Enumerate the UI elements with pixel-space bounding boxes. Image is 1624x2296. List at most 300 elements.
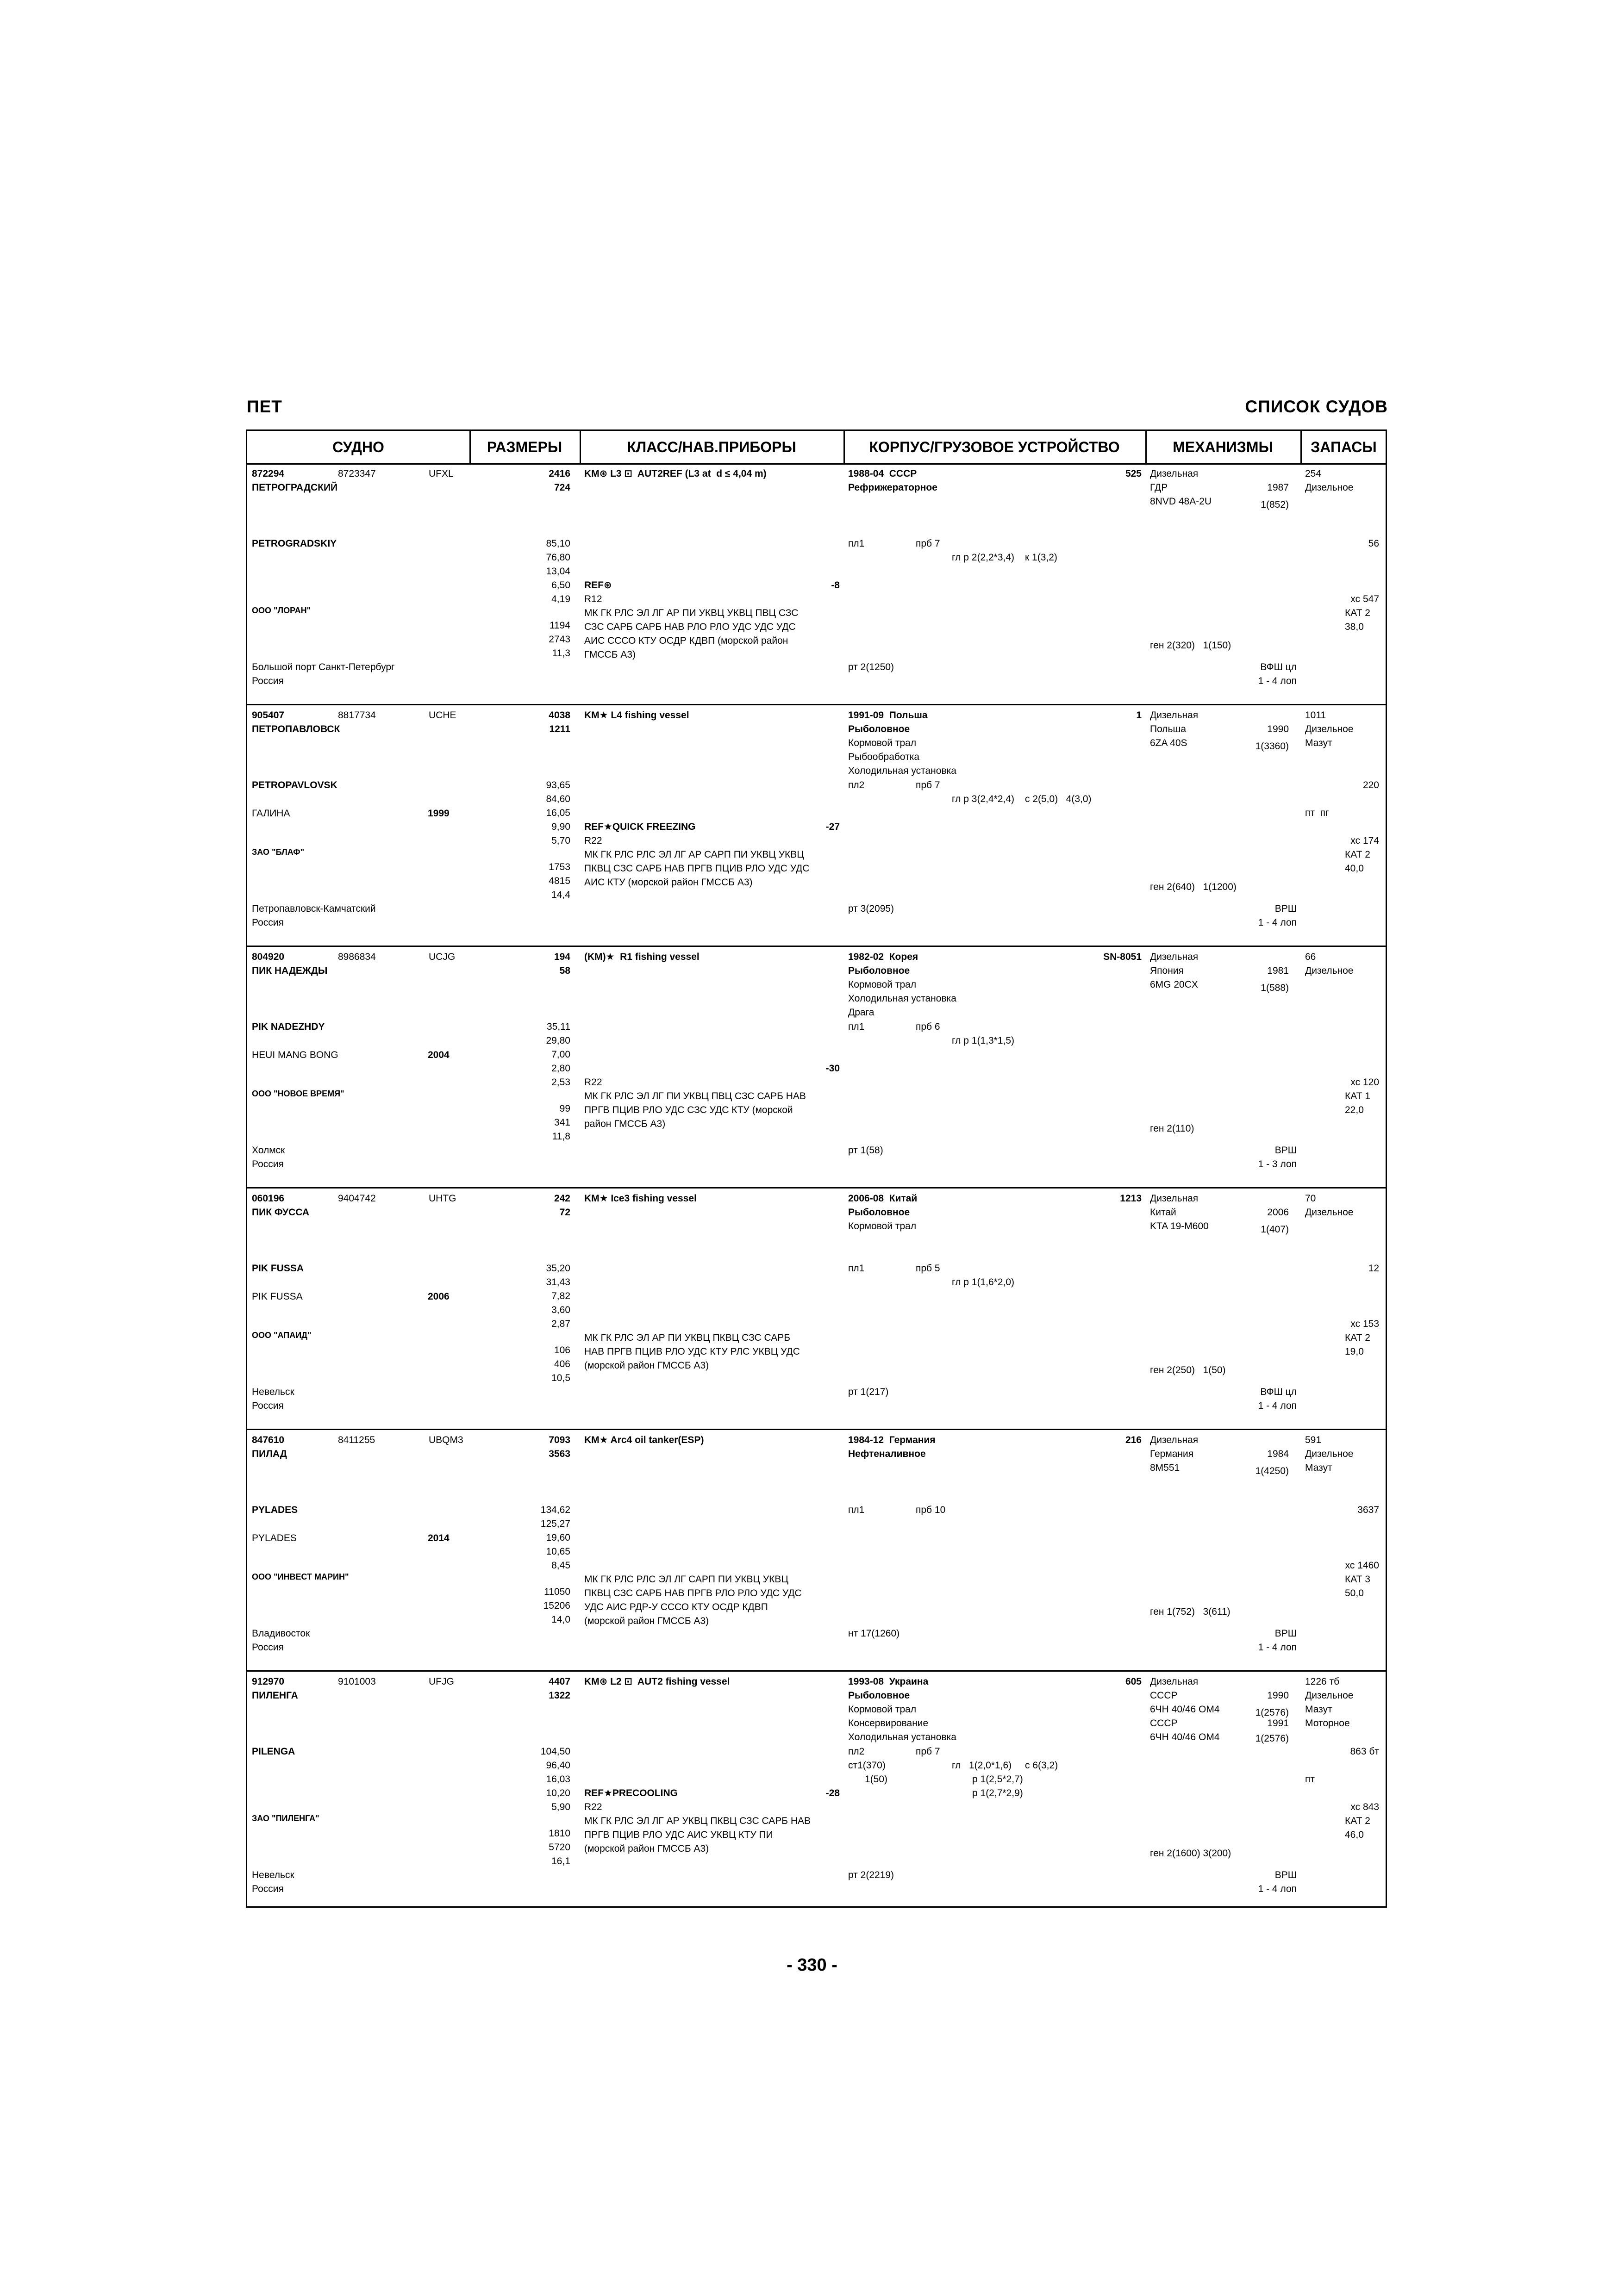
autonomy: 19,0 [1345,1346,1364,1357]
engine-year: 1990 [1267,724,1289,734]
engine-power: 1(588) [1261,983,1289,993]
nav-instruments-1: МК ГК РЛС РЛС ЭЛ ЛГ САРП ПИ УКВЦ УКВЦ [584,1574,788,1585]
bulkheads: прб 7 [916,780,940,790]
hull-type: Рыболовное [848,724,910,734]
hatches: гл р 1(1,6*2,0) [952,1277,1015,1288]
column-header-machinery: МЕХАНИЗМЫ [1173,439,1273,455]
nav-instruments-2: ПРГВ ПЦИВ РЛО УДС СЗС УДС КТУ (морской [584,1105,793,1115]
former-name: HEUI MANG BONG [252,1050,338,1060]
hull-type: Рефрижераторное [848,482,937,493]
category: КАТ 2 [1345,1332,1370,1343]
column-header-dimensions: РАЗМЕРЫ [487,439,562,455]
former-name-year: 2004 [428,1050,450,1060]
hull-number: 525 [1125,468,1142,479]
engine-power-2: 1(2576) [1255,1733,1289,1744]
net-tonnage: 3563 [549,1449,570,1459]
nav-instruments-3: район ГМССБ А3) [584,1119,666,1129]
refrigeration-temperature: -8 [831,580,840,591]
fuel-kind: Дизельное [1305,1690,1354,1701]
draught: 2,87 [551,1319,570,1329]
build-date-country: 1988-04 СССР [848,468,917,479]
ship-owner: ЗАО "ПИЛЕНГА" [252,1814,319,1823]
propeller-blades: 1 - 4 лоп [1258,676,1297,686]
engine-power: 1(4250) [1255,1466,1289,1476]
engine-type: Дизельная [1150,468,1199,479]
ship-name: ПИК НАДЕЖДЫ [252,965,328,976]
cargo-tanks: рт 2(1250) [848,662,894,672]
fuel-kind: Дизельное [1305,1207,1354,1218]
fuel-amount: 1226 тб [1305,1676,1340,1687]
cargo-tanks: рт 1(58) [848,1145,883,1156]
ship-owner: ООО "НОВОЕ ВРЕМЯ" [252,1089,344,1098]
engine-country: Япония [1150,965,1184,976]
autonomy: 22,0 [1345,1105,1364,1115]
decks: пл2 [848,780,865,790]
category: КАТ 3 [1345,1574,1370,1585]
refrigerant: R22 [584,835,602,846]
bulkheads: прб 5 [916,1263,940,1274]
home-port: Невельск [252,1870,294,1880]
ship-latin-name: PIK NADEZHDY [252,1021,325,1032]
nav-instruments-1: МК ГК РЛС ЭЛ ЛГ АР ПИ УКВЦ УКВЦ ПВЦ СЗС [584,608,799,618]
hull-feature: Холодильная установка [848,1732,956,1742]
gross-tonnage: 7093 [549,1435,570,1445]
imo-number: 8986834 [338,952,376,962]
ship-name: ПЕТРОПАВЛОВСК [252,724,340,734]
fuel-amount: 1011 [1305,710,1326,721]
hull-feature: Кормовой трал [848,1221,917,1232]
refrigerant: R22 [584,1802,602,1812]
hatches: гл р 3(2,4*2,4) [952,794,1015,804]
home-port: Невельск [252,1387,294,1397]
nav-instruments-1: МК ГК РЛС ЭЛ АР ПИ УКВЦ ПКВЦ СЗС САРБ [584,1332,791,1343]
draught: 4,19 [551,594,570,604]
propeller-blades: 1 - 4 лоп [1258,917,1297,928]
fish-hold-capacity: хс 843 [1350,1802,1379,1812]
hull-type: Рыболовное [848,1207,910,1218]
former-name-year: 1999 [428,808,450,819]
propeller-type: ВРШ [1274,1870,1297,1880]
home-port: Петропавловск-Камчатский [252,903,376,914]
hull-extra: ст1(370) [848,1760,886,1771]
engine-year: 2006 [1267,1207,1289,1218]
nav-instruments-2: ПРГВ ПЦИВ РЛО УДС АИС УКВЦ КТУ ПИ [584,1829,773,1840]
water-reserve: 863 бт [1350,1746,1379,1757]
category: КАТ 2 [1345,1816,1370,1826]
breadth: 13,04 [546,566,570,577]
hull-number: 216 [1125,1435,1142,1445]
propeller-blades: 1 - 4 лоп [1258,1642,1297,1653]
speed: 11,8 [552,1131,570,1142]
refrigeration-temperature: -28 [825,1788,840,1798]
breadth: 16,03 [546,1774,570,1785]
build-date-country: 2006-08 Китай [848,1193,918,1204]
former-name: PIK FUSSA [252,1291,303,1302]
hull-type: Нефтеналивное [848,1449,926,1459]
draught: 5,70 [551,835,570,846]
ship-latin-name: PILENGA [252,1746,295,1757]
deadweight: 5720 [549,1842,570,1853]
fuel-amount: 66 [1305,952,1316,962]
nav-instruments-4: ГМССБ А3) [584,649,636,660]
propeller-blades: 1 - 4 лоп [1258,1400,1297,1411]
engine-power: 1(3360) [1255,741,1289,752]
registry-number: 847610 [252,1435,285,1445]
ship-record [247,948,1386,1188]
speed: 16,1 [551,1856,570,1867]
decks: пл1 [848,1021,865,1032]
class-notation: KM★ L4 fishing vessel [584,710,689,721]
length-between: 76,80 [546,552,570,563]
hull-type: Рыболовное [848,1690,910,1701]
build-date-country: 1984-12 Германия [848,1435,936,1445]
ships-table [246,429,1387,1908]
water-reserve: 56 [1368,538,1379,549]
refrigeration-temperature: -27 [825,821,840,832]
imo-number: 9404742 [338,1193,376,1204]
flag-country: Россия [252,1884,284,1894]
ship-name: ПИК ФУССА [252,1207,310,1218]
generators: ген 1(752) 3(611) [1150,1606,1230,1617]
fuel-kind-2: Мазут [1305,738,1332,748]
fish-hold-capacity: хс 153 [1350,1319,1379,1329]
speed: 11,3 [552,648,570,659]
hull-type: Рыболовное [848,965,910,976]
length-between: 125,27 [540,1518,570,1529]
engine-model: 8NVD 48A-2U [1150,496,1212,507]
reserve-extra: пт [1305,1774,1315,1785]
generators: ген 2(320) 1(150) [1150,640,1231,651]
refrigeration-notation: REF⊛ [584,580,612,591]
gross-tonnage: 4407 [549,1676,570,1687]
registry-number: 060196 [252,1193,285,1204]
draught: 2,53 [551,1077,570,1088]
engine-year: 1990 [1267,1690,1289,1701]
net-tonnage: 724 [554,482,570,493]
propeller-type: ВФШ цл [1260,1387,1297,1397]
imo-number: 8817734 [338,710,376,721]
cargo-tanks: рт 1(217) [848,1387,889,1397]
call-sign: UCJG [429,952,456,962]
speed: 10,5 [551,1373,570,1383]
draught: 5,90 [551,1802,570,1812]
fuel-amount: 70 [1305,1193,1316,1204]
engine-type: Дизельная [1150,952,1199,962]
ship-name: ПЕТРОГРАДСКИЙ [252,482,338,493]
nav-instruments-3: УДС АИС РДР-У СССО КТУ ОСДР КДВП [584,1602,768,1612]
fuel-kind-3: Моторное [1305,1718,1350,1729]
cargo-tanks: рт 3(2095) [848,903,894,914]
gross-tonnage: 242 [554,1193,570,1204]
nav-instruments-1: МК ГК РЛС ЭЛ ЛГ АР УКВЦ ПКВЦ СЗС САРБ НАВ [584,1816,811,1826]
column-header-reserves: ЗАПАСЫ [1311,439,1377,455]
propeller-type: ВРШ [1274,1145,1297,1156]
engine-power: 1(2576) [1255,1707,1289,1718]
engine-type: Дизельная [1150,1435,1199,1445]
length-overall: 134,62 [540,1505,570,1515]
fish-hold-capacity: хс 547 [1350,594,1379,604]
fuel-kind: Дизельное [1305,1449,1354,1459]
home-port: Владивосток [252,1628,310,1639]
generators: ген 2(110) [1150,1123,1194,1134]
flag-country: Россия [252,1642,284,1653]
nav-instruments-3: АИС СССО КТУ ОСДР КДВП (морской район [584,635,788,646]
hull-feature: Кормовой трал [848,738,917,748]
cargo-tanks: рт 2(2219) [848,1870,894,1880]
ship-record [247,1431,1386,1672]
autonomy: 50,0 [1345,1588,1364,1599]
fuel-amount: 254 [1305,468,1322,479]
length-between: 29,80 [546,1035,570,1046]
length-overall: 93,65 [546,780,570,790]
engine-type: Дизельная [1150,1193,1199,1204]
cargo-capacity: 106 [554,1345,570,1356]
refrigeration-notation: REF★QUICK FREEZING [584,821,696,832]
deadweight: 4815 [549,876,570,886]
column-header-ship: СУДНО [332,439,384,455]
gross-tonnage: 4038 [549,710,570,721]
hull-feature: Консервирование [848,1718,929,1729]
hull-feature: Рыбообработка [848,752,920,762]
ship-latin-name: PYLADES [252,1505,298,1515]
column-header-class: КЛАСС/НАВ.ПРИБОРЫ [627,439,796,455]
fuel-kind: Дизельное [1305,965,1354,976]
depth: 3,60 [551,1305,570,1315]
flag-country: Россия [252,1159,284,1170]
flag-country: Россия [252,676,284,686]
generators: ген 2(250) 1(50) [1150,1365,1226,1375]
fuel-kind: Дизельное [1305,724,1354,734]
ship-owner: ООО "АПАИД" [252,1331,312,1340]
autonomy: 38,0 [1345,622,1364,632]
engine-model-2: 6ЧН 40/46 ОМ4 [1150,1732,1220,1742]
bulkheads: прб 7 [916,1746,940,1757]
registry-number: 905407 [252,710,285,721]
engine-model: 8M551 [1150,1462,1180,1473]
propeller-type: ВРШ [1274,903,1297,914]
ship-record [247,465,1386,705]
fish-hold-capacity: хс 174 [1350,835,1379,846]
ship-record [247,706,1386,947]
class-notation: (KM)★ R1 fishing vessel [584,952,700,962]
engine-type: Дизельная [1150,1676,1199,1687]
propeller-blades: 1 - 4 лоп [1258,1884,1297,1894]
breadth: 7,82 [551,1291,570,1301]
reserve-extra: пт пг [1305,808,1329,818]
net-tonnage: 1322 [549,1690,570,1701]
former-name: PYLADES [252,1533,297,1543]
fuel-amount: 591 [1305,1435,1322,1445]
nav-instruments-3: (морской район ГМССБ А3) [584,1360,709,1371]
decks: пл2 [848,1746,865,1757]
fuel-kind-2: Мазут [1305,1462,1332,1473]
hatches: гл р 2(2,2*3,4) [952,552,1015,563]
bulkheads: прб 10 [916,1505,946,1515]
hull-feature: Драга [848,1007,874,1018]
fish-hold-capacity: хс 120 [1350,1077,1379,1088]
refrigeration-notation: REF★PRECOOLING [584,1788,678,1798]
category: КАТ 2 [1345,849,1370,860]
hull-feature: Холодильная установка [848,765,956,776]
engine-model: 6ZA 40S [1150,738,1187,748]
class-notation: KM★ Ice3 fishing vessel [584,1193,697,1204]
ship-latin-name: PETROPAVLOVSK [252,780,337,790]
cargo-capacity: 1810 [549,1828,570,1839]
call-sign: UHTG [429,1193,456,1204]
call-sign: UCHE [429,710,456,721]
build-date-country: 1982-02 Корея [848,952,918,962]
breadth: 19,60 [546,1532,570,1543]
depth: 10,20 [546,1788,570,1798]
propeller-blades: 1 - 3 лоп [1258,1159,1297,1170]
propeller-type: ВРШ [1274,1628,1297,1639]
decks: пл1 [848,1505,865,1515]
page-number: - 330 - [787,1955,837,1975]
engine-year-2: 1991 [1267,1718,1289,1729]
ship-latin-name: PETROGRADSKIY [252,538,337,549]
engine-country: ГДР [1150,482,1168,493]
cargo-gear: с 2(5,0) 4(3,0) [1025,794,1092,804]
class-notation: KM★ Arc4 oil tanker(ESP) [584,1435,704,1445]
water-reserve: 220 [1362,780,1379,790]
flag-country: Россия [252,917,284,928]
gross-tonnage: 194 [554,952,570,962]
breadth: 16,05 [546,808,570,818]
nav-instruments-3: АИС КТУ (морской район ГМССБ А3) [584,877,753,888]
hull-feature: Кормовой трал [848,979,917,990]
length-between: 96,40 [546,1760,570,1771]
depth: 2,80 [551,1063,570,1074]
cargo-gear: к 1(3,2) [1025,552,1057,563]
engine-year: 1987 [1267,482,1289,493]
bulkheads: прб 7 [916,538,940,549]
decks: пл1 [848,1263,865,1274]
former-name-year: 2006 [428,1291,450,1302]
hatches: гл 1(2,0*1,6) [952,1760,1012,1771]
class-notation: KM⊛ L3 ⊡ AUT2REF (L3 at d ≤ 4,04 m) [584,468,767,479]
registry-number: 872294 [252,468,285,479]
ship-record [247,1673,1386,1913]
water-reserve: 12 [1368,1263,1379,1274]
net-tonnage: 72 [559,1207,570,1218]
hull-feature: Холодильная установка [848,993,956,1004]
cargo-tanks: нт 17(1260) [848,1628,900,1639]
ship-name: ПИЛЕНГА [252,1690,298,1701]
engine-model: KTA 19-M600 [1150,1221,1209,1232]
ship-name: ПИЛАД [252,1449,287,1459]
nav-instruments-2: ПКВЦ СЗС САРБ НАВ ПРГВ РЛО РЛО УДС УДС [584,1588,802,1599]
net-tonnage: 1211 [549,724,570,734]
ship-record [247,1189,1386,1430]
propeller-type: ВФШ цл [1260,662,1297,672]
ship-owner: ООО "ИНВЕСТ МАРИН" [252,1572,349,1581]
imo-number: 8411255 [338,1435,375,1445]
engine-model: 6ЧН 40/46 ОМ4 [1150,1704,1220,1715]
fuel-kind: Дизельное [1305,482,1354,493]
engine-year: 1984 [1267,1449,1289,1459]
hull-number: 1213 [1120,1193,1142,1204]
ship-owner: ЗАО "БЛАФ" [252,847,305,857]
gross-tonnage: 2416 [549,468,570,479]
hatches-3: р 1(2,7*2,9) [972,1788,1023,1798]
engine-country: Польша [1150,724,1187,734]
autonomy: 40,0 [1345,863,1364,874]
cargo-capacity: 1753 [549,862,570,872]
speed: 14,4 [551,890,570,900]
page-header-left: ПЕТ [247,397,282,416]
engine-country: Германия [1150,1449,1194,1459]
nav-instruments-4: (морской район ГМССБ А3) [584,1616,709,1626]
call-sign: UFXL [429,468,454,479]
ship-latin-name: PIK FUSSA [252,1263,304,1274]
refrigerant: R22 [584,1077,602,1088]
engine-power: 1(407) [1261,1224,1289,1235]
category: КАТ 1 [1345,1091,1370,1101]
imo-number: 9101003 [338,1676,376,1687]
cargo-gear: с 6(3,2) [1025,1760,1058,1771]
draught: 8,45 [551,1560,570,1571]
engine-power: 1(852) [1261,499,1289,510]
speed: 14,0 [551,1614,570,1625]
refrigeration-temperature: -30 [825,1063,840,1074]
nav-instruments-2: ПКВЦ СЗС САРБ НАВ ПРГВ ПЦИВ РЛО УДС УДС [584,863,810,874]
depth: 9,90 [551,821,570,832]
deadweight: 341 [554,1117,570,1128]
nav-instruments-1: МК ГК РЛС РЛС ЭЛ ЛГ АР САРП ПИ УКВЦ УКВЦ [584,849,804,860]
bulkheads: прб 6 [916,1021,940,1032]
hull-number: SN-8051 [1103,952,1142,962]
length-overall: 35,11 [547,1021,570,1032]
cargo-capacity: 11050 [544,1587,570,1597]
generators: ген 2(1600) 3(200) [1150,1848,1231,1859]
engine-model: 6MG 20CX [1150,979,1198,990]
length-overall: 104,50 [540,1746,570,1757]
depth: 10,65 [546,1546,570,1557]
column-header-row [247,431,1386,465]
nav-instruments-2: СЗС САРБ САРБ НАВ РЛО РЛО УДС УДС УДС [584,622,796,632]
nav-instruments-1: МК ГК РЛС ЭЛ ЛГ ПИ УКВЦ ПВЦ СЗС САРБ НАВ [584,1091,806,1101]
engine-country: Китай [1150,1207,1176,1218]
fish-hold-capacity: хс 1460 [1345,1560,1379,1571]
ship-owner: ООО "ЛОРАН" [252,606,311,615]
former-name: ГАЛИНА [252,808,290,819]
cargo-capacity: 99 [559,1103,570,1114]
build-date-country: 1993-08 Украина [848,1676,929,1687]
class-notation: KM⊛ L2 ⊡ AUT2 fishing vessel [584,1676,730,1687]
length-between: 84,60 [546,794,570,804]
nav-instruments-3: (морской район ГМССБ А3) [584,1843,709,1854]
page-header-right: СПИСОК СУДОВ [1245,397,1388,416]
hull-number: 1 [1136,710,1142,721]
flag-country: Россия [252,1400,284,1411]
call-sign: UBQM3 [429,1435,463,1445]
net-tonnage: 58 [559,965,570,976]
hull-extra-2: 1(50) [865,1774,888,1785]
breadth: 7,00 [551,1049,570,1060]
former-name-year: 2014 [428,1533,450,1543]
call-sign: UFJG [429,1676,454,1687]
decks: пл1 [848,538,865,549]
length-between: 31,43 [546,1277,570,1288]
hull-feature: Кормовой трал [848,1704,917,1715]
deadweight: 406 [554,1359,570,1369]
engine-year: 1981 [1267,965,1289,976]
home-port: Большой порт Санкт-Петербург [252,662,395,672]
hatches: гл р 1(1,3*1,5) [952,1035,1015,1046]
hull-number: 605 [1125,1676,1142,1687]
imo-number: 8723347 [338,468,376,479]
length-overall: 85,10 [546,538,570,549]
